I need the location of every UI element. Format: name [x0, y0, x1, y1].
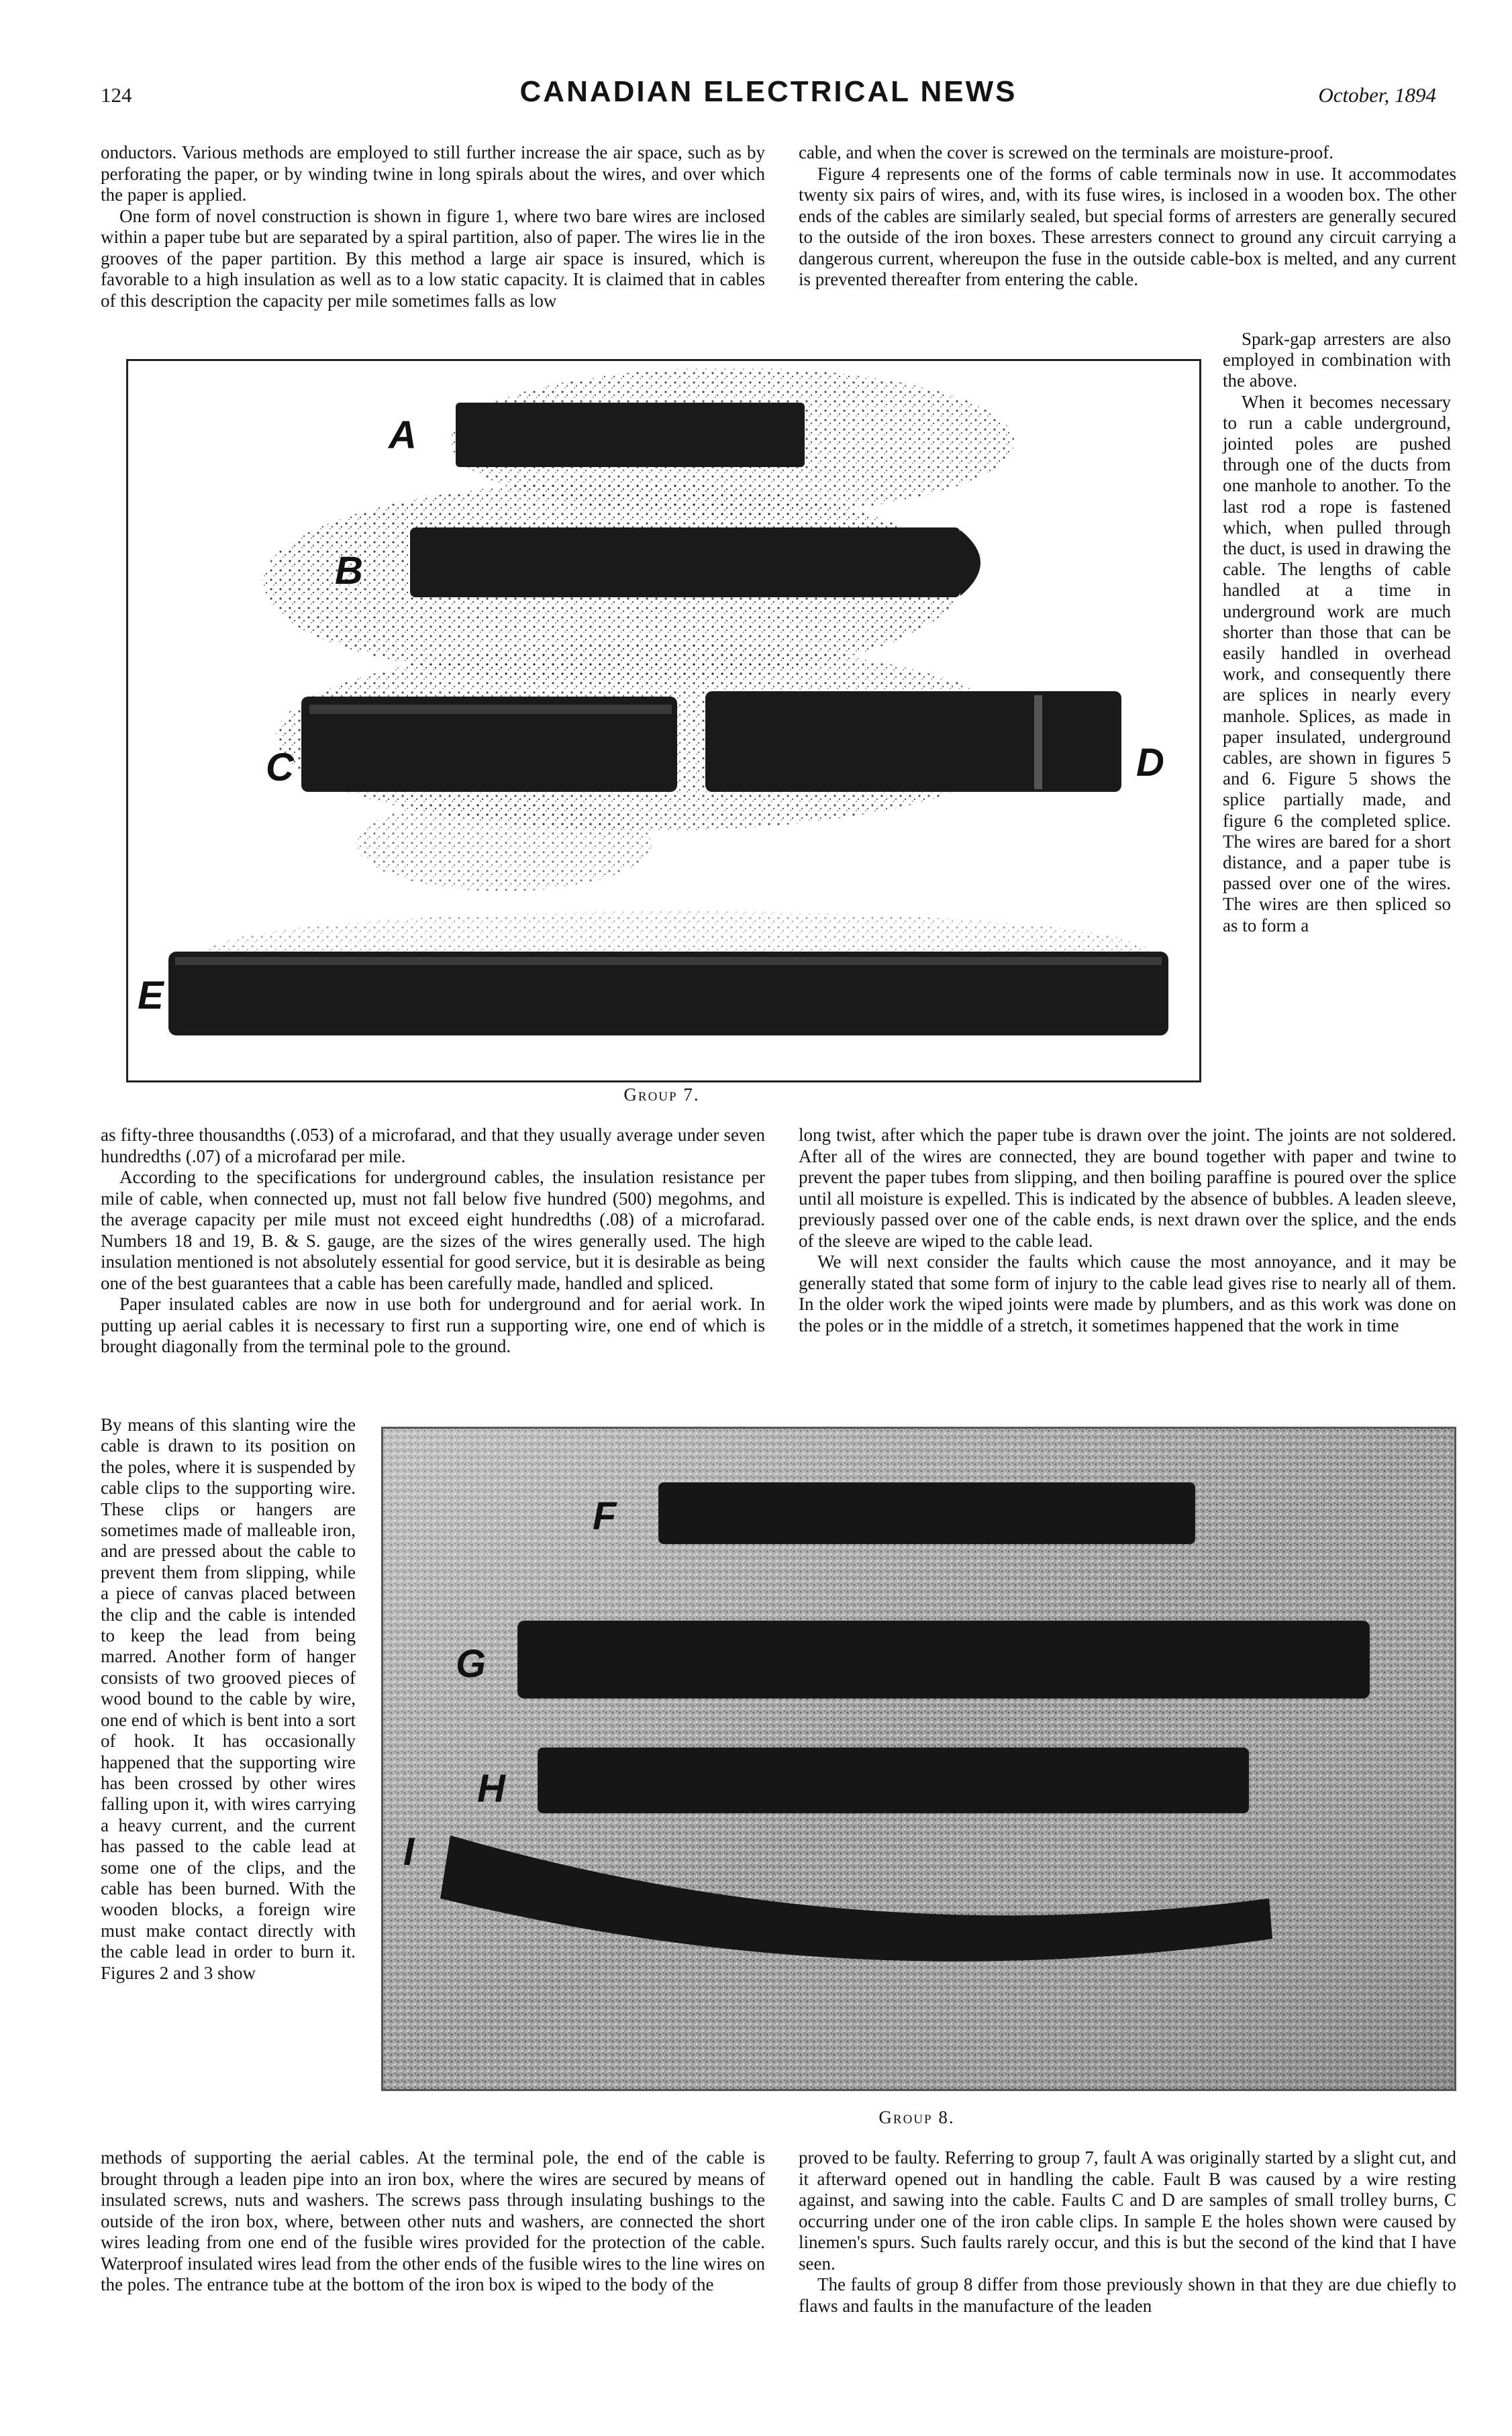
cable-samples-photo — [128, 361, 1199, 1080]
page-number: 124 — [101, 83, 132, 107]
figure-label-g: G — [456, 1642, 487, 1686]
publication-title: CANADIAN ELECTRICAL NEWS — [519, 75, 1017, 108]
right-column-bottom — [799, 2147, 1456, 2317]
figure-label-f: F — [593, 1494, 617, 1538]
paragraph: Figure 4 represents one of the forms of cable terminals now in use. It accommodates twenty six pairs of wires, and, with its fuse wires, is inclosed in a wooden box. The other ends of the cables are similarly sealed, but special forms of arresters are generally secured to the outside of the iron boxes. These arresters connect to ground any circuit carrying a dangerous current, whereupon the fuse in the outside cable-box is melted, and any current is prevented thereafter from entering the cable. — [799, 163, 1456, 289]
figure-label-c: C — [266, 746, 294, 789]
figure-label-i: I — [403, 1830, 415, 1874]
figure-label-b: B — [335, 549, 363, 593]
paragraph: By means of this slanting wire the cable is drawn to its position on the poles, where it is suspended by cable clips to the supporting wire. These clips or hangers are sometimes made of malleable iron, and are pressed about the cable to prevent them from slipping, while a piece of canvas placed between the clip and the cable is intended to keep the lead from being marred. Another form of hanger consists of two grooved pieces of wood bound to the cable by wire, one end of which is bent into a sort of hook. It has occasionally happened that the supporting wire has been crossed by other wires falling upon it, with wires carrying a heavy current, and the current has passed to the cable lead at some one of the clips, and the cable has been burned. With the wooden blocks, a foreign wire must make contact directly with the cable lead in order to burn it. Figures 2 and 3 show — [101, 1415, 356, 1983]
issue-date: October, 1894 — [1318, 83, 1436, 107]
paragraph: When it becomes necessary to run a cable underground, jointed poles are pushed through one of the ducts from one manhole to another. To the last rod a rope is fastened which, when pulled through the duct, is used in drawing the cable. The lengths of cable handled at a time in underground work are much shorter than those that can be easily handled in overhead work, and consequently there are splices in nearly every manhole. Splices, as made in paper insulated, underground cables, are shown in figures 5 and 6. Figure 5 shows the splice partially made, and figure 6 the completed splice. The wires are bared for a short distance, and a paper tube is passed over one of the wires. The wires are then spliced so as to form a — [1223, 391, 1451, 935]
left-column-top — [101, 142, 765, 311]
paragraph: cable, and when the cover is screwed on the terminals are moisture-proof. — [799, 142, 1333, 162]
left-column-middle — [101, 1125, 765, 1358]
paragraph: Spark-gap arresters are also employed in combination with the above. — [1223, 329, 1451, 391]
cable-samples-photo — [383, 1429, 1454, 2089]
figure-label-a: A — [389, 413, 417, 457]
right-column-narrow — [1223, 329, 1451, 936]
cable-sample-g — [517, 1621, 1370, 1698]
right-column-middle — [799, 1125, 1456, 1336]
paragraph: methods of supporting the aerial cables. At the terminal pole, the end of the cable is brought through a leaden pipe into an iron box, where the wires are secured by means of insulated screws, nuts and washers. The screws pass through insulating bushings to the outside of the iron box, where, between other nuts and washers, are connected the short wires leading from one end of the fusible wires provided for the protection of the cable. Waterproof insulated wires lead from the other ends of the fusible wires to the line wires on the poles. The entrance tube at the bottom of the iron box is wiped to the body of the — [101, 2147, 765, 2294]
right-column-top — [799, 142, 1456, 291]
paragraph: Paper insulated cables are now in use both for underground and for aerial work. In putting up aerial cables it is necessary to first run a supporting wire, one end of which is brought diagonally from the terminal pole to the ground. — [101, 1294, 765, 1356]
page-header — [101, 75, 1436, 115]
figure-group-8 — [381, 1427, 1456, 2091]
figure-caption-group-7: Group 7. — [623, 1084, 700, 1105]
paragraph: as fifty-three thousandths (.053) of a microfarad, and that they usually average under seven hundredths (.07) of a microfarad per mile. — [101, 1125, 765, 1166]
left-column-bottom — [101, 2147, 765, 2296]
paragraph: onductors. Various methods are employed to still further increase the air space, such as by perforating the paper, or by winding twine in long spirals about the wires, and over which the paper is applied. — [101, 142, 765, 205]
cable-sample-f — [658, 1482, 1195, 1544]
figure-label-d: D — [1136, 741, 1164, 784]
paragraph: The faults of group 8 differ from those previously shown in that they are due chiefly to flaws and faults in the manufacture of the leaden — [799, 2274, 1456, 2316]
figure-label-e: E — [138, 974, 164, 1017]
paragraph: We will next consider the faults which cause the most annoyance, and it may be generally stated that some form of injury to the cable lead gives rise to nearly all of them. In the older work the wiped joints were made by plumbers, and as this work was done on the poles or in the middle of a stretch, it sometimes happened that the work in time — [799, 1252, 1456, 1335]
figure-group-7 — [126, 359, 1201, 1082]
figure-caption-group-8: Group 8. — [878, 2107, 955, 2127]
cable-sample-a — [456, 403, 805, 467]
paragraph: According to the specifications for underground cables, the insulation resistance per mile of cable, when connected up, must not fall below five hundred (500) megohms, and the average capacity per mile must not exceed eight hundredths (.08) of a microfarad. Numbers 18 and 19, B. & S. gauge, are the sizes of the wires generally used. The high insulation mentioned is not absolutely essential for good service, but it is desirable as being one of the best guarantees that a cable has been carefully made, handled and spliced. — [101, 1167, 765, 1293]
cable-sample-h — [538, 1747, 1249, 1813]
paragraph: One form of novel construction is shown in figure 1, where two bare wires are inclosed within a paper tube but are separated by a spiral partition, also of paper. The wires lie in the grooves of the paper partition. By this method a large air space is insured, which is favorable to a high insulation as well as to a low static capacity. It is claimed that in cables of this description the capacity per mile sometimes falls as low — [101, 205, 765, 311]
paragraph: long twist, after which the paper tube is drawn over the joint. The joints are not soldered. After all of the wires are connected, they are bound together with paper and twine to prevent the paper tubes from slipping, and then boiling paraffine is poured over the splice until all moisture is expelled. This is indicated by the absence of bubbles. A leaden sleeve, previously passed over one of the cable ends, is next drawn over the splice, and the ends of the sleeve are wiped to the cable lead. — [799, 1125, 1456, 1251]
cable-sample-b — [410, 527, 960, 597]
left-column-narrow — [101, 1415, 356, 1984]
figure-label-h: H — [477, 1767, 505, 1811]
paragraph: proved to be faulty. Referring to group 7, fault A was originally started by a slight cut, and it afterward opened out in handling the cable. Fault B was caused by a wire resting against, and sawing into the cable. Faults C and D are samples of small trolley burns, C occurring under one of the iron cable clips. In sample E the holes shown were caused by linemen's spurs. Such faults rarely occur, and this is but the second of the kind that I have seen. — [799, 2147, 1456, 2274]
cable-sample-d — [705, 691, 1121, 792]
